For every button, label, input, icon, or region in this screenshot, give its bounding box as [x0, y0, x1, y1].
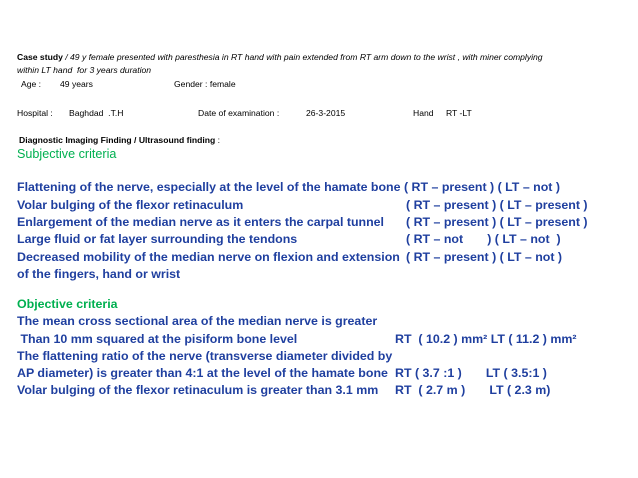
- subjective-row-2-result: ( RT – present ) ( LT – present ): [406, 198, 588, 212]
- exam-date-value: 26-3-2015: [306, 108, 346, 118]
- hand-label: Hand: [413, 108, 434, 118]
- subjective-row-6: of the fingers, hand or wrist: [17, 267, 181, 281]
- subjective-row-1: Flattening of the nerve, especially at the level of the hamate bone ( RT – present ) ( LT – not ): [17, 180, 560, 194]
- objective-row-3: The flattening ratio of the nerve (transverse diameter divided by: [17, 349, 393, 363]
- subjective-row-3: Enlargement of the median nerve as it enters the carpal tunnel: [17, 215, 385, 229]
- case-study-line-1: [17, 53, 543, 62]
- subjective-row-4-result: ( RT – not ) ( LT – not ): [406, 232, 561, 246]
- diagnostic-title: Diagnostic Imaging Finding / Ultrasound finding: [19, 135, 216, 145]
- subjective-row-5-result: ( RT – present ) ( LT – not ): [406, 250, 563, 264]
- objective-row-5-result: RT ( 2.7 m ) LT ( 2.3 m): [395, 383, 551, 397]
- objective-row-4: AP diameter) is greater than 4:1 at the level of the hamate bone: [17, 366, 388, 380]
- subjective-row-5: Decreased mobility of the median nerve on flexion and extension: [17, 250, 400, 264]
- case-study-line-2: within LT hand for 3 years duration: [17, 65, 152, 75]
- exam-date-label: Date of examination :: [198, 108, 280, 118]
- objective-row-4-result: RT ( 3.7 :1 ) LT ( 3.5:1 ): [395, 366, 547, 380]
- diagnostic-heading: [19, 136, 220, 145]
- diagnostic-colon: :: [215, 135, 220, 145]
- case-study-label: Case study: [17, 52, 63, 62]
- gender: Gender : female: [174, 79, 236, 89]
- hand-value: RT -LT: [446, 108, 472, 118]
- objective-row-2-result: RT ( 10.2 ) mm² LT ( 11.2 ) mm²: [395, 332, 577, 346]
- subjective-row-2: Volar bulging of the flexor retinaculum: [17, 198, 244, 212]
- hospital-label: Hospital :: [17, 108, 53, 118]
- objective-row-1: The mean cross sectional area of the median nerve is greater: [17, 314, 378, 328]
- objective-row-2: Than 10 mm squared at the pisiform bone level: [17, 332, 298, 346]
- subjective-heading: Subjective criteria: [17, 147, 117, 161]
- objective-heading: Objective criteria: [17, 297, 118, 311]
- case-study-text: / 49 y female presented with paresthesia in RT hand with pain extended from RT arm down to the wrist , with miner complying: [62, 52, 543, 62]
- age-label: Age :: [21, 79, 42, 89]
- age-value: 49 years: [60, 79, 93, 89]
- hospital-value: Baghdad .T.H: [69, 108, 124, 118]
- subjective-row-3-result: ( RT – present ) ( LT – present ): [406, 215, 588, 229]
- objective-row-5: Volar bulging of the flexor retinaculum is greater than 3.1 mm: [17, 383, 379, 397]
- subjective-row-4: Large fluid or fat layer surrounding the tendons: [17, 232, 298, 246]
